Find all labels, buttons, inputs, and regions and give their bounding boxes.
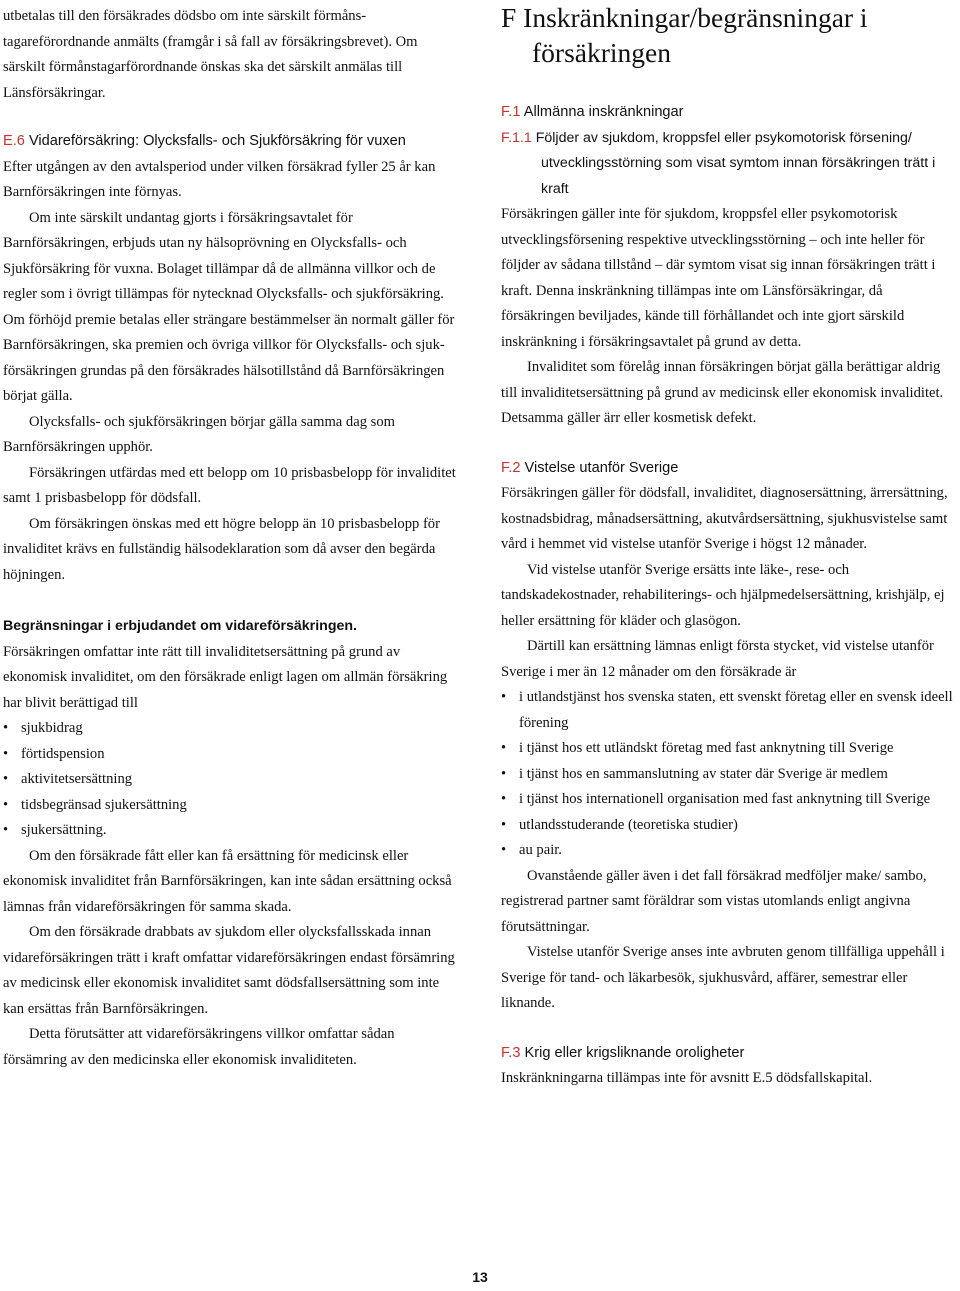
e6-paragraph-3: Olycksfalls- och sjukförsäkringen börjar gälla samma dag som Barnförsäkringen upphör. (3, 413, 395, 455)
section-f1-heading (501, 100, 959, 126)
list-item: • sjukbidrag (3, 716, 461, 742)
limits-paragraph: Försäkringen omfattar inte rätt till invaliditetsersättning på grund av ekonomisk invaliditet, om den försäkrade enligt lagen om allmän försäkring har blivit berättigad till (3, 643, 448, 711)
f2-paragraph-5: Vistelse utanför Sverige anses inte avbruten genom tillfälliga uppehåll i Sverige för tand- och läkarbesök, sjukhusvård, affärer, semestrar eller liknande. (501, 944, 945, 1011)
limits-heading: Begränsningar i erbjudandet om vidareförsäkringen. (3, 618, 357, 634)
intro-paragraph: utbetalas till den försäkrades dödsbo om inte särskilt förmånstagareförordnande anmälts (framgår i så fall av försäkringsbrevet). Om särskilt förmånstagarförordnande önskas ska det särskilt anmälas till Länsförsäkringar. (3, 8, 418, 101)
section-f2-title: Vistelse utanför Sverige (520, 459, 679, 476)
section-f3-title: Krig eller krigsliknande oroligheter (520, 1044, 745, 1061)
limits-paragraph-2: Om den försäkrade fått eller kan få ersättning för medicinsk eller ekonomisk invaliditet från Barnförsäkringen, kan inte sådan ersättning också lämnas från vidareförsäkringen för samma skada. (3, 847, 452, 915)
section-f2-heading (501, 456, 959, 482)
f2-list (501, 685, 959, 864)
list-item: • i tjänst hos internationell organisation med fast anknytning till Sverige (501, 787, 959, 813)
list-item: • utlandsstuderande (teoretiska studier) (501, 813, 959, 839)
section-f11-title: Följder av sjukdom, kroppsfel eller psykomotorisk försening/ utvecklingsstörning som visat symtom innan försäkringen trätt i kraft (531, 129, 936, 197)
list-item: • au pair. (501, 838, 959, 864)
f11-paragraph-2: Invaliditet som förelåg innan försäkringen börjat gälla berättigar aldrig till invaliditetsersättning på grund av medicinsk eller ekonomisk invaliditet. Detsamma gäller ärr eller kosmetisk defekt. (501, 359, 944, 426)
list-item: • sjukersättning. (3, 818, 461, 844)
section-f3-heading (501, 1041, 959, 1067)
section-f1-title: Allmänna inskränkningar (520, 104, 684, 120)
section-f11-heading (501, 126, 959, 203)
page-number: 13 (472, 1269, 488, 1285)
f2-paragraph-4: Ovanstående gäller även i det fall försäkrad medföljer make/ sambo, registrerad partner samt föräldrar som vistas utomlands enligt angivna förutsättningar. (501, 867, 927, 935)
f11-paragraph-1: Försäkringen gäller inte för sjukdom, kroppsfel eller psykomotorisk utvecklingsförsening respektive utvecklingsstörning – och inte heller för följder av sådana tillstånd – där symtom visat sig innan försäkringen trätt i kraft. Denna inskränkning tillämpas inte om Länsförsäkringar, då försäkringen beviljades, kände till förhållandet och inte gjort särskild inskränkning i försäkringsavtalet på grund av detta. (501, 206, 936, 350)
f2-paragraph-1: Försäkringen gäller för dödsfall, invaliditet, diagnosersättning, ärrersättning, kostnadsbidrag, månadsersättning, akutvårdsersättning, sjukhusvistelse samt vård i hemmet vid vistelse utanför Sverige i högst 12 månader. (501, 485, 948, 552)
section-e6-heading (3, 129, 461, 155)
section-f11-number: F.1.1 (501, 129, 532, 146)
left-column (3, 0, 461, 1073)
section-f3-number: F.3 (501, 1044, 521, 1061)
section-e6-number: E.6 (3, 133, 25, 149)
f2-paragraph-2: Vid vistelse utanför Sverige ersätts inte läke-, rese- och tandskadekostnader, rehabiliterings- och hjälpmedelsersättning, krishjälp, ej heller ersättning för kläder och glasögon. (501, 561, 945, 629)
list-item: • i tjänst hos ett utländskt företag med fast anknytning till Sverige (501, 736, 959, 762)
f2-paragraph-3: Därtill kan ersättning lämnas enligt första stycket, vid vistelse utanför Sverige i mer än 12 månader om den försäkrade är (501, 638, 934, 680)
list-item: • tidsbegränsad sjukersättning (3, 793, 461, 819)
e6-paragraph-5: Om försäkringen önskas med ett högre belopp än 10 prisbasbelopp för invaliditet krävs en fullständig hälsodeklaration som då avser den begärda höjningen. (3, 515, 440, 583)
e6-paragraph-4: Försäkringen utfärdas med ett belopp om 10 prisbasbelopp för invaliditet samt 1 prisbasbelopp för dödsfall. (3, 464, 456, 506)
list-item: • aktivitetsersättning (3, 767, 461, 793)
limits-list (3, 716, 461, 844)
section-e6-title: Vidareförsäkring: Olycksfalls- och Sjukförsäkring för vuxen (24, 133, 406, 149)
e6-paragraph-1: Efter utgången av den avtalsperiod under vilken försäkrad fyller 25 år kan Barnförsäkringen inte förnyas. (3, 158, 436, 200)
list-item: • förtidspension (3, 742, 461, 768)
list-item: • i tjänst hos en sammanslutning av stater där Sverige är medlem (501, 762, 959, 788)
e6-paragraph-2: Om inte särskilt undantag gjorts i försäkringsavtalet för Barnförsäkringen, erbjuds utan ny hälsoprövning en Olycksfalls- och Sjukförsäkring för vuxna. Bolaget tillämpar då de allmänna villkor och de regler som i övrigt tillämpas för nytecknad Olycksfalls- och sjukförsäkring. Om förhöjd premie betalas eller strängare bestämmelser än normalt gäller för Barnförsäkringen, ska premien och övriga villkor för Olycksfalls- och sjukförsäkringen grundas på den försäkrades hälsotillstånd då Barnförsäkringen börjat gälla. (3, 209, 455, 404)
f3-paragraph-1: Inskränkningarna tillämpas inte för avsnitt E.5 dödsfallskapital. (501, 1070, 873, 1086)
right-column (501, 0, 959, 1092)
list-item: • i utlandstjänst hos svenska staten, ett svenskt företag eller en svensk ideell förening (501, 685, 959, 736)
limits-paragraph-4: Detta förutsätter att vidareförsäkringens villkor omfattar sådan försämring av den medicinska eller ekonomisk invaliditeten. (3, 1026, 395, 1068)
chapter-title: F Inskränkningar/begränsningar i försäkringen (501, 2, 868, 68)
section-f2-number: F.2 (501, 459, 521, 476)
section-f1-number: F.1 (501, 104, 521, 120)
limits-paragraph-3: Om den försäkrade drabbats av sjukdom eller olycksfallsskada innan vidareförsäkringen trätt i kraft omfattar vidareförsäkringen endast försämring av medicinsk eller ekonomisk invaliditet samt dödsfallsersättning som inte kan ersättas från Barnförsäkringen. (3, 924, 455, 1017)
